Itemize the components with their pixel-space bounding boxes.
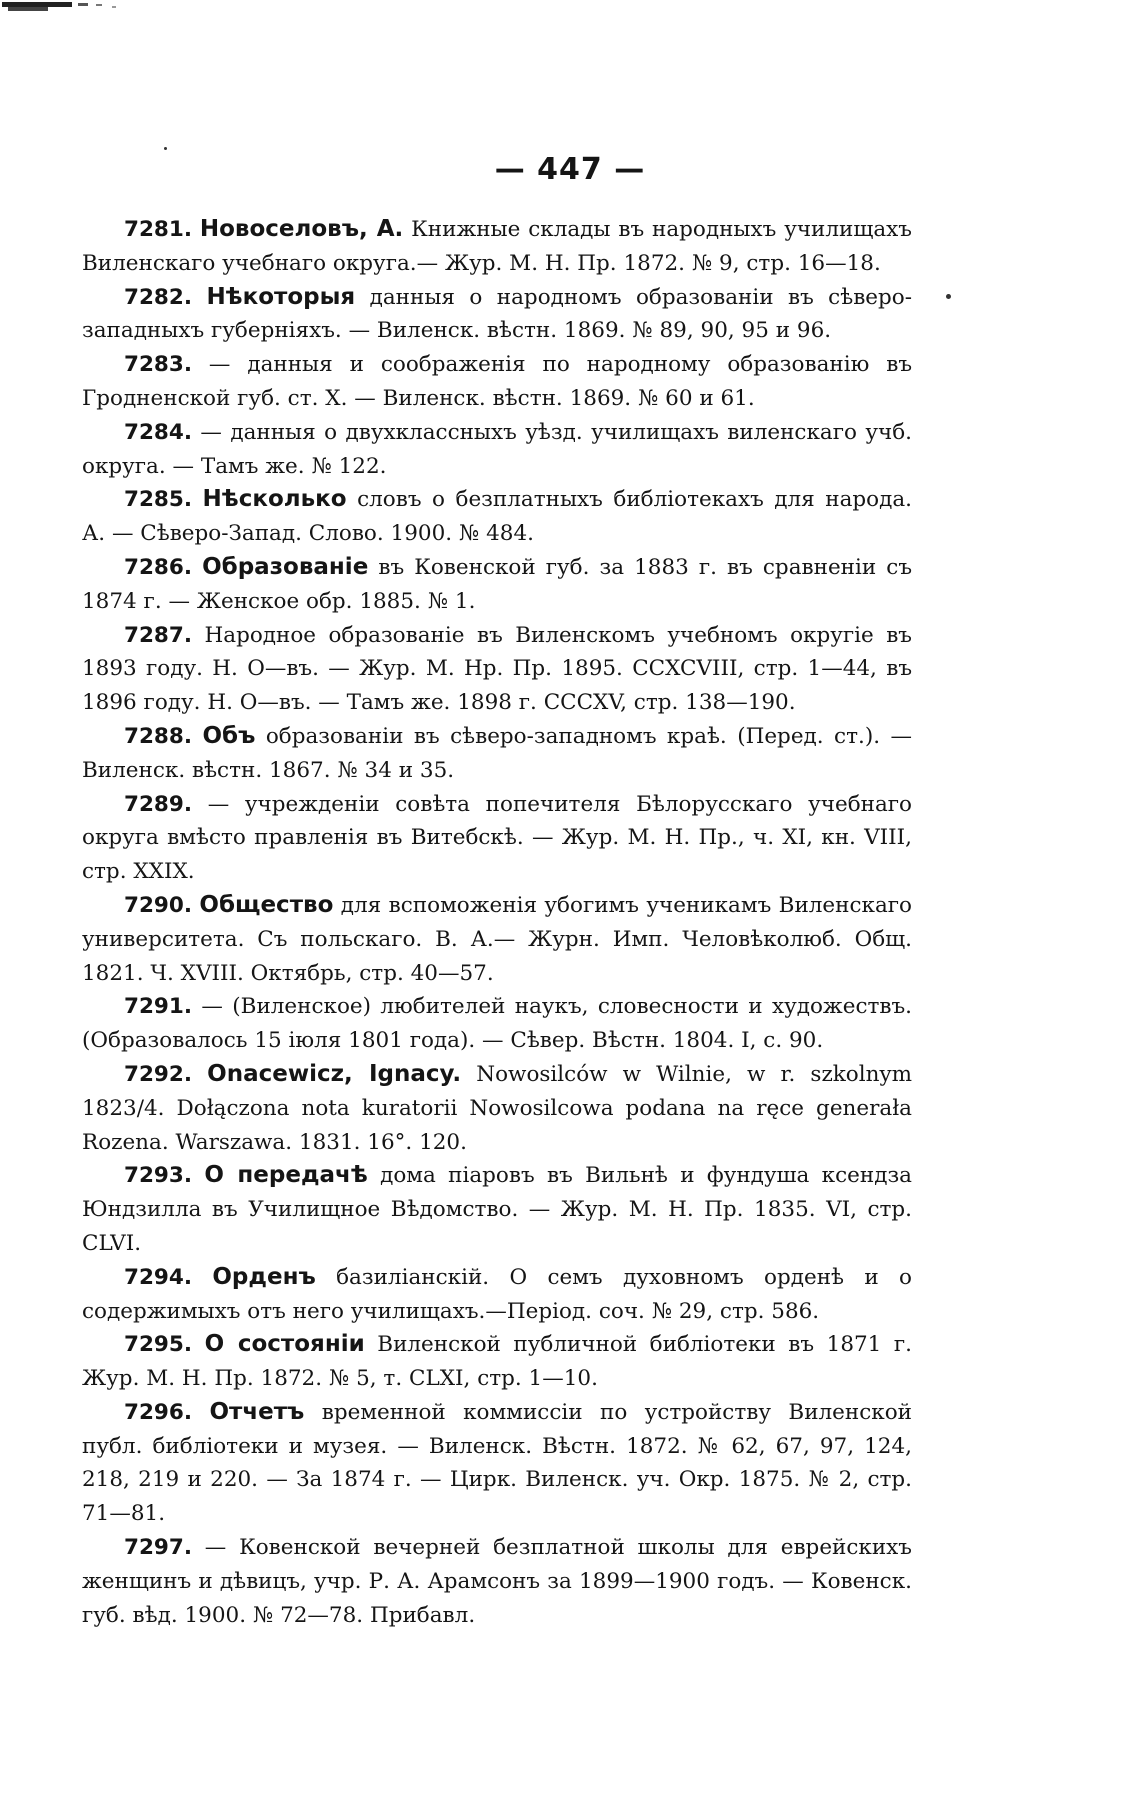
bibliography-entry [82, 281, 912, 349]
entry-text: — Ковенской вечерней безплатной школы для еврейскихъ женщинъ и дѣвицъ, учр. Р. А. Арамсонъ за 1899—1900 годъ. — Ковенск. губ. вѣд. 1900. № 72—78. Прибавл. [82, 1535, 912, 1628]
entry-number: 7291. [124, 994, 193, 1020]
bibliography-entry [82, 619, 912, 720]
entry-number: 7293. [124, 1163, 193, 1189]
entry-heading: Нѣсколько [202, 486, 347, 513]
entry-text: для вспоможенія убогимъ ученикамъ Виленскаго университета. Съ польскаго. В. А.— Журн. Имп. Человѣколюб. Общ. 1821. Ч. XVIII. Октябрь, стр. 40—57. [82, 892, 912, 986]
entry-text: образованіи въ сѣверо-западномъ краѣ. (Перед. ст.). — Виленск. вѣстн. 1867. № 34 и 35. [82, 723, 912, 783]
entry-number: 7287. [124, 622, 193, 648]
bibliography-entry [82, 990, 912, 1058]
bibliography-entry [82, 1396, 912, 1531]
bibliography-entry [82, 213, 912, 281]
entry-text: дома піаровъ въ Вильнѣ и фундуша ксендза Юндзилла въ Училищное Вѣдомство. — Жур. М. Н. Пр. 1835. VI, стр. CLVI. [82, 1163, 912, 1256]
entry-text: — (Виленское) любителей наукъ, словесности и художествъ. (Образовалось 15 іюля 1801 года). — Сѣвер. Вѣстн. 1804. I, с. 90. [82, 994, 912, 1054]
entry-number: 7281. [124, 217, 193, 242]
entry-text: временной коммиссіи по устройству Виленской публ. библіотеки и музея. — Виленск. Вѣстн. 1872. № 62, 67, 97, 124, 218, 219 и 220. — За 1874 г. — Цирк. Виленск. уч. Окр. 1875. № 2, стр. 71—81. [82, 1399, 912, 1527]
entry-number: 7290. [124, 892, 193, 918]
entry-heading: О состояніи [204, 1331, 365, 1358]
entry-number: 7296. [124, 1399, 193, 1425]
bibliography-entry [82, 1261, 912, 1329]
bibliography-entry [82, 1328, 912, 1396]
entry-text: въ Ковенской губ. за 1883 г. въ сравненіи съ 1874 г. — Женское обр. 1885. № 1. [82, 554, 912, 614]
bibliography-entry [82, 551, 912, 619]
entry-number: 7286. [124, 554, 193, 580]
entry-heading: Общество [199, 891, 334, 918]
entry-number: 7288. [124, 723, 193, 749]
entry-text: — данныя о двухклассныхъ уѣзд. училищахъ виленскаго учб. округа. — Тамъ же. № 122. [82, 419, 912, 479]
bibliography-entry [82, 720, 912, 788]
bibliography-entry [82, 1531, 912, 1632]
entry-number: 7295. [124, 1332, 193, 1358]
bibliography-entries [82, 213, 912, 1632]
entry-heading: Отчетъ [209, 1398, 305, 1425]
entry-heading: Образованіе [202, 553, 369, 580]
entry-number: 7284. [124, 419, 193, 445]
bibliography-entry [82, 483, 912, 551]
entry-heading: Нѣкоторыя [206, 283, 356, 310]
entry-number: 7297. [124, 1535, 193, 1561]
speck-mark [946, 294, 951, 299]
entry-number: 7292. [124, 1061, 193, 1087]
entry-text: Виленской публичной библіотеки въ 1871 г. Жур. М. Н. Пр. 1872. № 5, т. CLXI, стр. 1—10. [82, 1332, 913, 1392]
entry-text: — данныя и соображенія по народному образованію въ Гродненской губ. ст. X. — Виленск. вѣстн. 1869. № 60 и 61. [82, 352, 912, 411]
entry-heading: О передачѣ [204, 1162, 368, 1189]
entry-heading: Орденъ [212, 1263, 316, 1290]
entry-number: 7282. [124, 284, 193, 310]
bibliography-entry [82, 1159, 912, 1260]
entry-text: — учрежденіи совѣта попечителя Бѣлорусскаго учебнаго округа вмѣсто правленія въ Витебскѣ. — Жур. М. Н. Пр., ч. XI, кн. VIII, стр. XXIX. [82, 791, 912, 885]
entry-text: Народное образованіе въ Виленскомъ учебномъ округіе въ 1893 году. Н. О—въ. — Жур. М. Нр. Пр. 1895. CCXCVIII, стр. 1—44, въ 1896 году. Н. О—въ. — Тамъ же. 1898 г. CCCXV, стр. 138—190. [82, 622, 912, 716]
entry-number: 7289. [124, 791, 193, 817]
entry-number: 7294. [124, 1264, 193, 1290]
entry-text: Nowosilców w Wilnie, w r. szkolnym 1823/4. Dołączona nota kuratorii Nowosilcowa podana na ręce generała Rozena. Warszawa. 1831. 16°. 120. [82, 1061, 913, 1155]
entry-heading: Onacewicz, Ignacy. [207, 1060, 462, 1087]
bibliography-entry [82, 788, 912, 889]
bibliography-entry [82, 416, 912, 484]
entry-text: словъ о безплатныхъ библіотекахъ для народа. А. — Сѣверо-Запад. Слово. 1900. № 484. [82, 487, 912, 547]
entry-number: 7283. [124, 352, 193, 378]
entry-heading: Объ [202, 722, 256, 749]
entry-number: 7285. [124, 487, 193, 513]
entry-text: данныя о народномъ образованіи въ сѣверо-западныхъ губерніяхъ. — Виленск. вѣстн. 1869. № 89, 90, 95 и 96. [82, 284, 912, 344]
speck-mark [164, 147, 167, 150]
bibliography-entry [82, 889, 912, 990]
entry-text: базиліанскій. О семъ духовномъ орденѣ и о содержимыхъ отъ него училищахъ.—Період. соч. № 29, стр. 586. [82, 1264, 912, 1324]
entry-heading: Новоселовъ, А. [199, 216, 404, 242]
bibliography-entry [82, 348, 912, 416]
page-number: — 447 — [494, 152, 646, 187]
scan-artifact-mark [0, 0, 130, 18]
bibliography-entry [82, 1058, 912, 1159]
entry-text: Книжные склады въ народныхъ училищахъ Виленскаго учебнаго округа.— Жур. М. Н. Пр. 1872. № 9, стр. 16—18. [82, 217, 912, 276]
